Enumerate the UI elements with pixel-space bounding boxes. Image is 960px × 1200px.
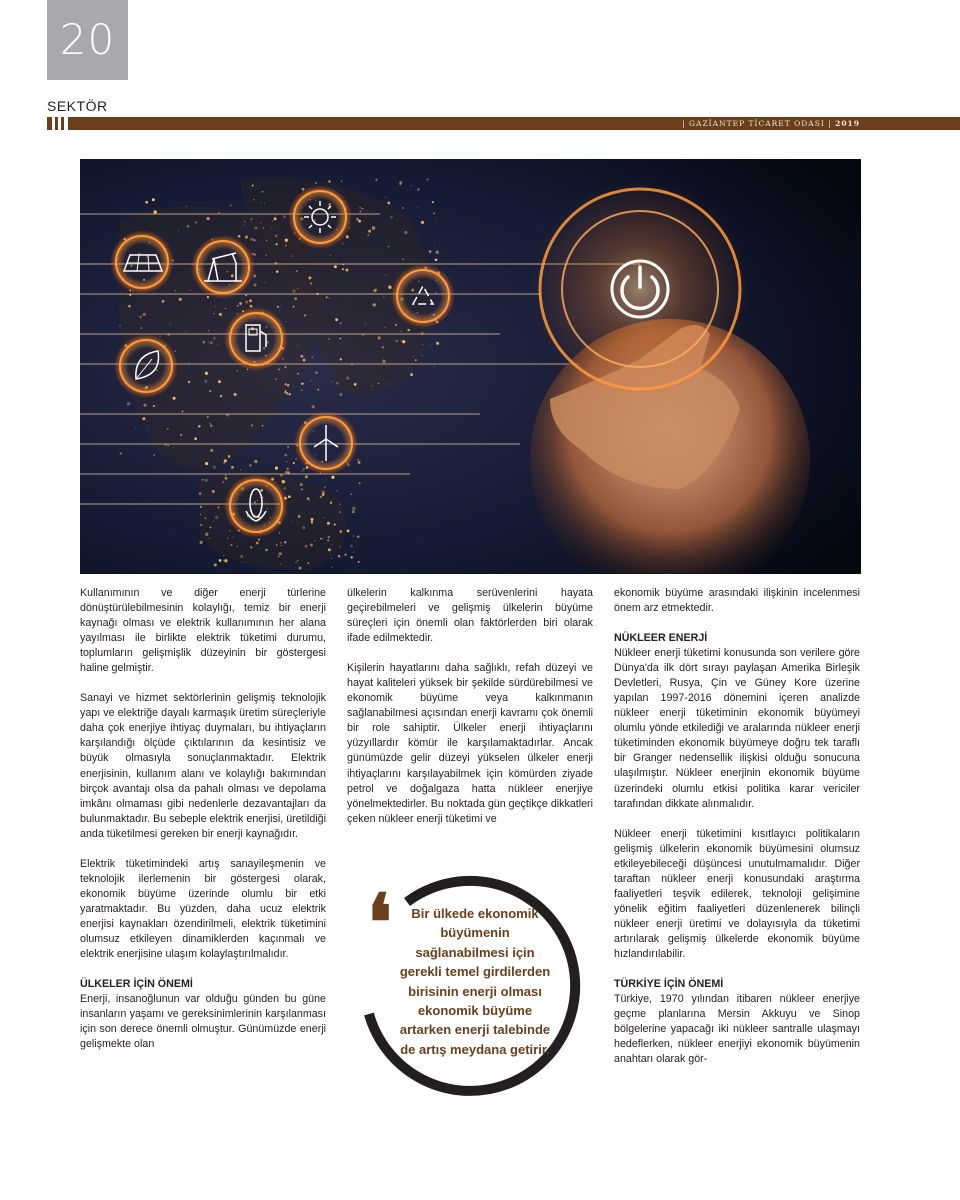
pull-quote <box>347 864 593 1104</box>
paragraph: Elektrik tüketimindeki artış sanayileşmenin ve teknolojik ilerlemenin bir göstergesi olarak, ekonomik büyüme üzerinde olumlu bir etki yaratmaktadır. Bu yüzden, daha ucuz elektrik enerjisi kaynakları özendirilmeli, elektrik tüketimini olumsuz etkileyen dinamiklerden kaçınmalı ve elektrik enerjisine ulaşım kolaylaştırılmalıdır. <box>80 857 326 961</box>
paragraph: Nükleer enerji tüketimi konusunda son verilere göre Dünya'da ilk dört sırayı paylaşan Amerika Birleşik Devletleri, Rusya, Çin ve Güney Kore üzerine yapılan 1997-2016 dönemini içeren analizde nükleer enerji tüketiminin ekonomik büyümeyi olumlu yönde etkilediği ve aralarında nükleer enerji tüketiminden ekonomik büyümeye doğru tek taraflı bir Granger nedensellik ilişkisi olduğu sonucuna ulaşılmıştır. Nükleer enerjinin ekonomik büyüme üzerindeki olumlu etkisi politika karar vericiler tarafından dikkate alınmalıdır. <box>614 647 860 810</box>
paragraph: Nükleer enerji tüketimini kısıtlayıcı politikaların gelişmiş ülkelerin ekonomik büyümesini olumsuz etkileyebileceği düşüncesi unutulmamalıdır. Diğer taraftan nükleer enerji konusundaki araştırma faaliyetleri teşvik edilerek, teknoloji gelişimine yönelik eğitim faaliyetleri düzenlenerek bilinçli nükleer enerji üretimi ve dolayısıyla da tüketimi artırılarak gelişmiş ülkelerde ekonomik büyüme hızlandırılabilir. <box>614 827 860 960</box>
recycle-icon <box>391 264 455 328</box>
publication-year: 2019 <box>835 119 860 128</box>
page-number: 20 <box>47 0 128 80</box>
section-label: SEKTÖR <box>47 98 108 114</box>
oil-pump-icon <box>191 235 255 299</box>
wind-turbine-icon <box>294 411 358 475</box>
paragraph: Türkiye, 1970 yılından itibaren nükleer enerjiye geçme planlarına Mersin Akkuyu ve Sinop bölgelerine yapacağı iki nükleer santralle ulaşmayı hedeflerken, nükleer enerjiyi ekonomik büyümenin anahtarı olarak gör- <box>614 993 860 1066</box>
section-heading: TÜRKİYE İÇİN ÖNEMİ <box>614 978 724 991</box>
quote-mark-icon: ❛ <box>367 878 393 969</box>
hero-image <box>80 159 861 574</box>
section-heading: ÜLKELER İÇİN ÖNEMİ <box>80 978 193 991</box>
paragraph: Enerji, insanoğlunun var olduğu günden bu güne insanların yaşamı ve gereksinimlerinin karşılanması için son derece önemli olmuştur. Günümüzde enerji gelişmekte olan <box>80 993 326 1051</box>
fuel-pump-icon <box>224 307 288 371</box>
header-publisher <box>682 119 860 128</box>
paragraph: Kişilerin hayatlarını daha sağlıklı, refah düzeyi ve hayat kaliteleri yüksek bir şekilde sürdürebilmesi ve ekonomik büyüme veya kalkınmanın sağlanabilmesi açısından enerji kavramı çok önemli bir role sahiptir. Ülkeler enerji ihtiyaçlarını yüzyıllardır kömür ile karşılamaktadırlar. Ancak günümüzde gelir düzeyi yükselen ülkeler enerji ihtiyaçlarını karşılayabilmek için kömürden ziyade petrol ve doğalgaza hatta nükleer enerjiye yönelmektedirler. Bu noktada gün geçtikçe dikkatleri çeken nükleer enerji tüketimi ve <box>347 662 593 825</box>
quote-text: Bir ülkede ekonomik büyümenin sağlanabilmesi için gerekli temel girdilerden birisinin enerji olması ekonomik büyüme artarken enerji talebinde de artış meydana getirir. <box>399 906 551 1057</box>
paragraph: Kullanımının ve diğer enerji türlerine dönüştürülebilmesinin kolaylığı, temiz bir enerji kaynağı olması ve elektrik kullanımının her alana yayılması ile birlikte elektrik tüketimi durumu, toplumların gelişmişlik düzeyinin bir göstergesi haline gelmiştir. <box>80 587 326 675</box>
text-column-1 <box>80 586 326 1067</box>
sun-icon <box>288 185 352 249</box>
paragraph: ekonomik büyüme arasındaki ilişkinin incelenmesi önem arz etmektedir. <box>614 587 860 615</box>
solar-panel-icon <box>110 230 174 294</box>
corn-icon <box>224 474 288 538</box>
header-bar <box>47 117 960 130</box>
paragraph: Sanayi ve hizmet sektörlerinin gelişmiş teknolojik yapı ve elektriğe dayalı karmaşık üretim süreçleriyle daha çok enerjiye ihtiyaç duymaları, bu ihtiyaçların karşılandığı ölçüde çıktılarının da kesintisiz ve büyük olmasıyla sonuçlanmaktadır. Elektrik enerjisinin, kullanım alanı ve kolaylığı bakımından birçok avantajı olsa da pahalı olması ve depolama imkânı olmaması gibi nedenlerle dezavantajları da bulunmaktadır. Bu sebeple elektrik enerjisi, üretildiği anda tüketilmesi gereken bir enerji kaynağıdır. <box>80 692 326 840</box>
text-column-2 <box>347 586 593 842</box>
paragraph: ülkelerin kalkınma serüvenlerini hayata geçirebilmeleri ve gelişmiş ülkelerin büyüme süreçleri için önemli olan faktörlerden biri olarak ifade edilmektedir. <box>347 587 593 645</box>
text-column-3 <box>614 586 860 1082</box>
leaf-icon <box>114 334 178 398</box>
energy-illustration <box>80 159 861 574</box>
publisher-name: | GAZİANTEP TİCARET ODASI | <box>682 119 832 128</box>
header-band <box>68 117 960 130</box>
header-ticks <box>47 117 64 130</box>
section-heading: NÜKLEER ENERJİ <box>614 632 708 645</box>
